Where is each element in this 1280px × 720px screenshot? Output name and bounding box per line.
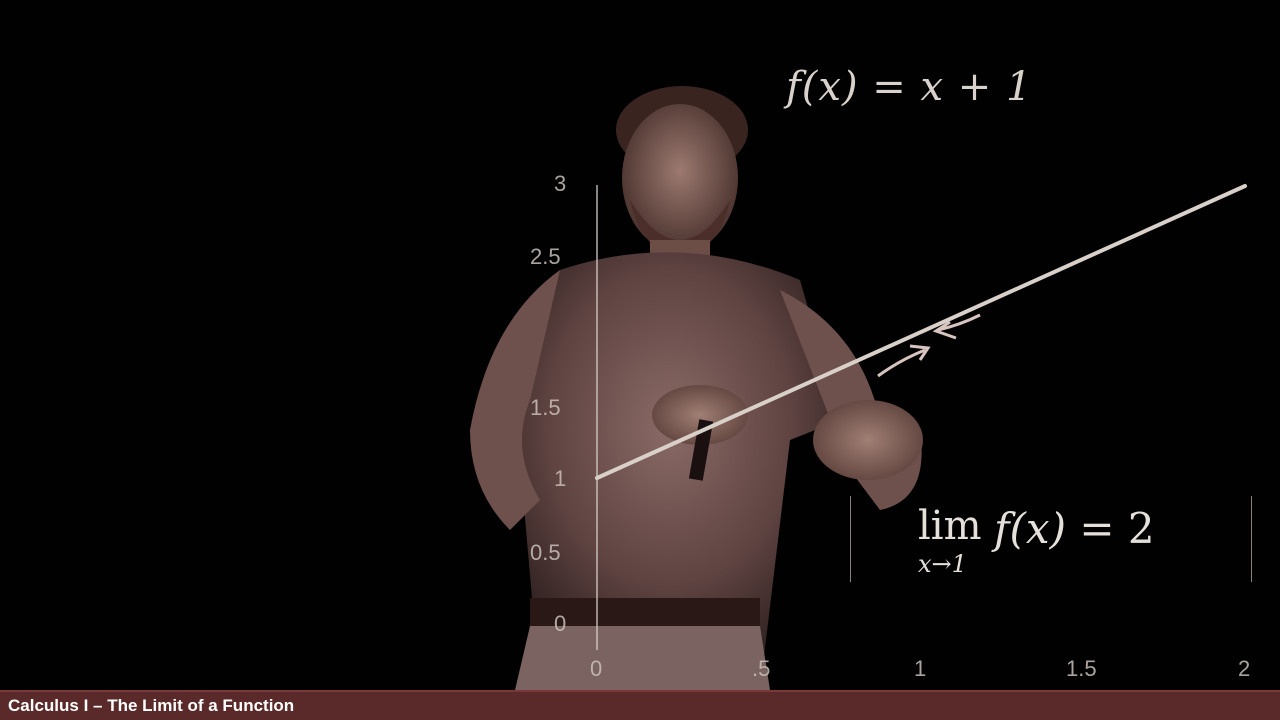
limit-value: = 2 [1079,504,1155,553]
x-tick-1-5: 1.5 [1066,656,1097,681]
caption-bar [0,690,1280,720]
presenter-head [622,104,738,252]
video-title: Calculus I – The Limit of a Function [8,696,295,715]
approach-arrow-left [878,350,925,376]
function-rhs: x + 1 [920,64,1033,110]
y-tick-1: 1 [554,466,567,491]
y-tick-0: 0 [554,611,567,636]
equals-sign: = [872,64,907,110]
function-name: f(x) [786,64,859,110]
y-tick-1-5: 1.5 [530,395,561,420]
limit-operator: lim [918,503,982,549]
function-definition [786,64,1032,110]
x-tick-1: 1 [914,656,927,681]
x-tick-2: 2 [1238,656,1251,681]
y-tick-3: 3 [554,171,567,196]
y-tick-0-5: 0.5 [530,540,561,565]
limit-subscript: x→1 [918,550,967,578]
limit-expression [994,504,1155,553]
presenter-right-hand [813,400,923,480]
limit-function: f(x) [994,504,1067,553]
x-tick-0: 0 [590,656,603,681]
y-tick-2-5: 2.5 [530,244,561,269]
x-tick-0-5: .5 [752,656,771,681]
